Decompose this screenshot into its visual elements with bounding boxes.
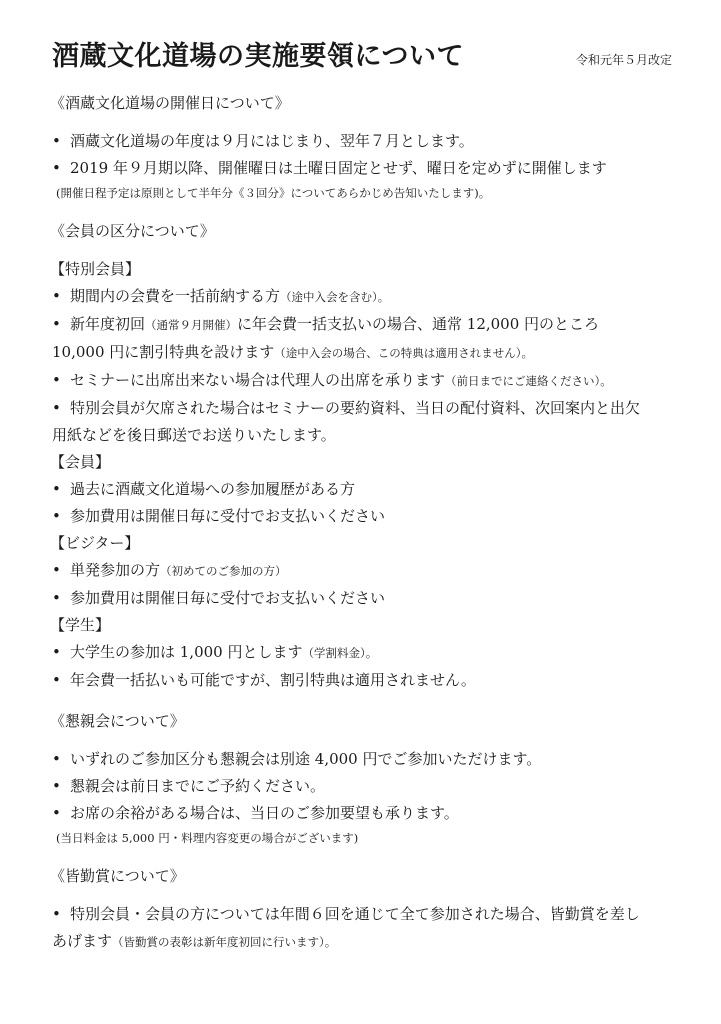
section-heading-party: 《懇親会について》 [50,712,185,730]
bullet-icon: • [52,371,61,389]
page-title: 酒蔵文化道場の実施要領について [52,41,464,72]
list-item: • 単発参加の方（初めてのご参加の方） [52,557,672,585]
list-item: • 期間内の会費を一括前納する方（途中入会を含む）。 [52,283,672,311]
list-item: • 大学生の参加は 1,000 円とします（学割料金）。 [52,639,672,667]
section-attendance [52,865,672,956]
section-members [52,220,672,694]
section-heading-attendance: 《皆勤賞について》 [50,867,185,885]
revision-date: 令和元年５月改定 [575,53,672,67]
party-note: (当日料金は 5,000 円・料理内容変更の場合がございます) [56,831,359,845]
list-item: • 参加費用は開催日毎に受付でお支払いください [52,503,672,530]
section-dates [52,92,672,204]
list-item: • 2019 年９月期以降、開催曜日は土曜日固定とせず、曜日を定めずに開催します [52,155,672,182]
bullet-icon: • [52,671,61,689]
bullet-icon: • [52,159,61,177]
bullet-icon: • [52,750,61,768]
list-item: • 参加費用は開催日毎に受付でお支払いください [52,585,672,612]
group-label-visitor: 【ビジター】 [50,534,140,552]
group-label-special: 【特別会員】 [50,260,141,278]
list-item: • 過去に酒蔵文化道場への参加履歴がある方 [52,476,672,503]
list-item: • 新年度初回（通常９月開催）に年会費一括支払いの場合、通常 12,000 円のところ 10,000 円に割引特典を設けます（途中入会の場合、この特典は適用されません）。 [52,311,672,367]
bullet-icon: • [52,287,61,305]
group-label-regular: 【会員】 [50,453,111,471]
list-item: • 年会費一括払いも可能ですが、割引特典は適用されません。 [52,667,672,694]
list-item: • 懇親会は前日までにご予約ください。 [52,773,672,800]
list-item: • セミナーに出席出来ない場合は代理人の出席を承ります（前日までにご連絡ください）。 [52,367,672,395]
dates-note: (開催日程予定は原則として半年分《３回分》についてあらかじめ告知いたします)。 [56,186,491,200]
bullet-icon: • [52,507,61,525]
document-body [52,92,672,972]
bullet-icon: • [52,804,61,822]
section-party [52,710,672,849]
bullet-icon: • [52,315,61,333]
section-heading-members: 《会員の区分について》 [50,222,215,240]
bullet-icon: • [52,399,61,417]
bullet-icon: • [52,777,61,795]
bullet-icon: • [52,132,61,150]
bullet-icon: • [52,643,61,661]
document-header [52,34,672,76]
list-item: • 酒蔵文化道場の年度は９月にはじまり、翌年７月とします。 [52,128,672,155]
list-item: • 特別会員・会員の方については年間６回を通じて全て参加された場合、皆勤賞を差し あげます（皆勤賞の表彰は新年度初回に行います）。 [52,901,672,956]
bullet-icon: • [52,589,61,607]
bullet-icon: • [52,905,61,923]
bullet-icon: • [52,561,61,579]
bullet-icon: • [52,480,61,498]
list-item: • いずれのご参加区分も懇親会は別途 4,000 円でご参加いただけます。 [52,746,672,773]
section-heading-dates: 《酒蔵文化道場の開催日について》 [50,94,290,112]
list-item: • お席の余裕がある場合は、当日のご参加要望も承ります。 [52,800,672,827]
list-item: • 特別会員が欠席された場合はセミナーの要約資料、当日の配付資料、次回案内と出欠 用紙などを後日郵送でお送りいたします。 [52,395,672,449]
group-label-student: 【学生】 [50,616,111,634]
